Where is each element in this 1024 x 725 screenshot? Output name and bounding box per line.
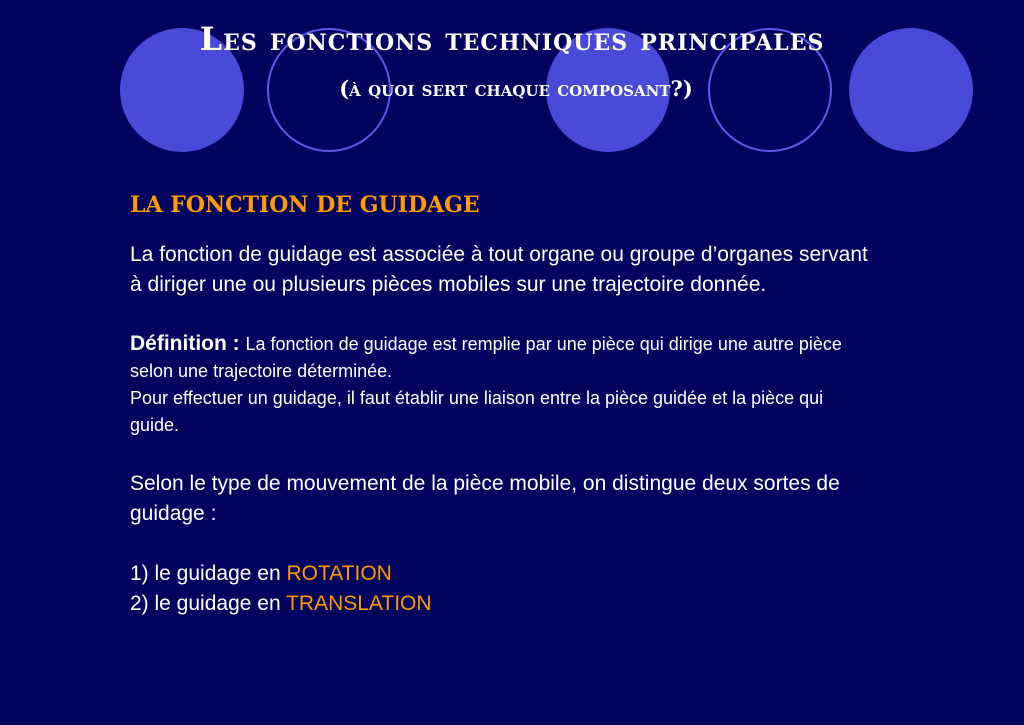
- definition-separator: :: [226, 332, 246, 355]
- slide-content: [130, 192, 870, 619]
- section-heading: LA FONCTION DE GUIDAGE: [130, 192, 480, 218]
- list-item-keyword: ROTATION: [286, 562, 392, 585]
- types-intro-paragraph: Selon le type de mouvement de la pièce mobile, on distingue deux sortes de guidage :: [130, 472, 840, 525]
- intro-paragraph: La fonction de guidage est associée à tout organe ou groupe d’organes servant à diriger une ou plusieurs pièces mobiles sur une trajectoire donnée.: [130, 243, 868, 296]
- list-item-prefix: 1) le guidage en: [130, 562, 287, 585]
- definition-text: La fonction de guidage est remplie par une pièce qui dirige une autre pièce selon une trajectoire déterminée.: [130, 334, 842, 381]
- slide-subtitle: (à quoi sert chaque composant?): [339, 76, 693, 101]
- definition-paragraph: [130, 330, 870, 385]
- list-item-prefix: 2) le guidage en: [130, 592, 287, 615]
- list-item-keyword: TRANSLATION: [286, 592, 432, 615]
- list-item: [130, 589, 870, 619]
- slide-title: Les fonctions techniques principales: [199, 20, 825, 58]
- definition-label: Définition: [130, 332, 227, 355]
- liaison-paragraph: Pour effectuer un guidage, il faut établir une liaison entre la pièce guidée et la pièce qui guide.: [130, 388, 824, 435]
- list-item: [130, 559, 870, 589]
